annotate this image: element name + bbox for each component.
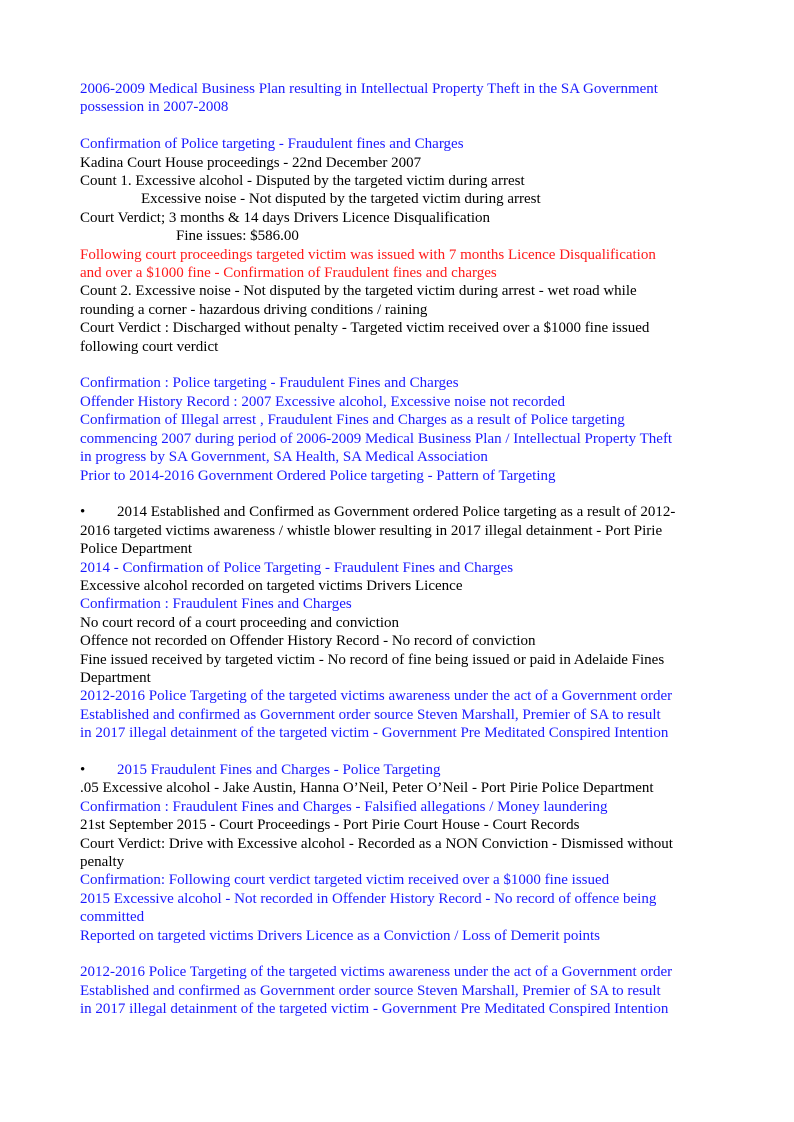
bullet-item	[80, 503, 720, 521]
text-line: in 2017 illegal detainment of the targeted victim - Government Pre Meditated Conspired Intention	[80, 1001, 669, 1018]
text-line: Fine issues: $586.00	[176, 228, 299, 245]
text-line: Court Verdict; 3 months & 14 days Drivers Licence Disqualification	[80, 209, 491, 226]
text-line: Excessive noise - Not disputed by the targeted victim during arrest	[141, 191, 541, 208]
section-kadina-2007	[80, 135, 720, 356]
text-line: Fine issued received by targeted victim - No record of fine being issued or paid in Adelaide Fines	[80, 651, 665, 668]
heading-line: possession in 2007-2008	[80, 99, 229, 116]
text-line: Kadina Court House proceedings - 22nd December 2007	[80, 154, 422, 171]
text-line: Department	[80, 669, 151, 686]
text-line: Confirmation : Police targeting - Fraudulent Fines and Charges	[80, 375, 459, 392]
text-line: Confirmation of Police targeting - Fraudulent fines and Charges	[80, 136, 464, 153]
text-line: 21st September 2015 - Court Proceedings - Port Pirie Court House - Court Records	[80, 817, 580, 834]
text-line: Offence not recorded on Offender History Record - No record of conviction	[80, 633, 536, 650]
text-line: Prior to 2014-2016 Government Ordered Police targeting - Pattern of Targeting	[80, 467, 556, 484]
section-heading	[80, 80, 720, 117]
text-line: Court Verdict: Drive with Excessive alcohol - Recorded as a NON Conviction - Dismissed without	[80, 835, 673, 852]
text-line: committed	[80, 909, 145, 926]
text-line: No court record of a court proceeding and conviction	[80, 614, 400, 631]
spacer	[80, 356, 720, 374]
text-line: Established and confirmed as Government order source Steven Marshall, Premier of SA to result	[80, 706, 661, 723]
section-2014	[80, 503, 720, 742]
text-line: Court Verdict : Discharged without penalty - Targeted victim received over a $1000 fine issued	[80, 320, 650, 337]
document-page	[80, 80, 720, 1019]
spacer	[80, 117, 720, 135]
text-line: 2012-2016 Police Targeting of the targeted victims awareness under the act of a Government order	[80, 964, 673, 981]
bullet-item	[80, 761, 720, 779]
text-line: commencing 2007 during period of 2006-2009 Medical Business Plan / Intellectual Property Theft	[80, 430, 673, 447]
bullet-text: 2014 Established and Confirmed as Government ordered Police targeting as a result of 2012-	[117, 504, 676, 521]
text-line: rounding a corner - hazardous driving conditions / raining	[80, 301, 428, 318]
bullet-icon: •	[80, 761, 86, 778]
text-line: penalty	[80, 854, 125, 870]
section-2015	[80, 761, 720, 945]
spacer	[80, 945, 720, 963]
text-line: 2014 - Confirmation of Police Targeting - Fraudulent Fines and Charges	[80, 559, 514, 576]
heading-line: 2006-2009 Medical Business Plan resulting in Intellectual Property Theft in the SA Government	[80, 81, 658, 97]
text-line: .05 Excessive alcohol - Jake Austin, Hanna O’Neil, Peter O’Neil - Port Pirie Police Department	[80, 780, 654, 797]
text-line: Reported on targeted victims Drivers Licence as a Conviction / Loss of Demerit points	[80, 927, 601, 944]
text-line: 2016 targeted victims awareness / whistle blower resulting in 2017 illegal detainment - Port Pirie	[80, 522, 663, 539]
section-closing	[80, 963, 720, 1018]
text-line: Confirmation : Fraudulent Fines and Charges	[80, 596, 352, 613]
spacer	[80, 743, 720, 761]
text-line: 2012-2016 Police Targeting of the targeted victims awareness under the act of a Government order	[80, 688, 673, 705]
bullet-text: 2015 Fraudulent Fines and Charges - Police Targeting	[117, 761, 441, 778]
bullet-icon: •	[80, 504, 86, 521]
text-line: Confirmation of Illegal arrest , Fraudulent Fines and Charges as a result of Police targeting	[80, 412, 625, 429]
text-line: Confirmation : Fraudulent Fines and Charges - Falsified allegations / Money laundering	[80, 798, 608, 815]
section-confirmation-2007	[80, 374, 720, 484]
text-line: Count 2. Excessive noise - Not disputed by the targeted victim during arrest - wet road while	[80, 283, 637, 300]
text-line: 2015 Excessive alcohol - Not recorded in Offender History Record - No record of offence being	[80, 890, 657, 907]
text-line: in 2017 illegal detainment of the targeted victim - Government Pre Meditated Conspired Intention	[80, 725, 669, 742]
text-line: and over a $1000 fine - Confirmation of Fraudulent fines and charges	[80, 265, 497, 282]
text-line: Police Department	[80, 541, 193, 558]
text-line: Count 1. Excessive alcohol - Disputed by the targeted victim during arrest	[80, 173, 525, 190]
text-line: in progress by SA Government, SA Health, SA Medical Association	[80, 449, 488, 466]
text-line: Established and confirmed as Government order source Steven Marshall, Premier of SA to result	[80, 982, 661, 999]
text-line: Excessive alcohol recorded on targeted victims Drivers Licence	[80, 577, 463, 594]
text-line: Offender History Record : 2007 Excessive alcohol, Excessive noise not recorded	[80, 393, 565, 410]
spacer	[80, 485, 720, 503]
text-line: Confirmation: Following court verdict targeted victim received over a $1000 fine issued	[80, 872, 610, 889]
text-line: Following court proceedings targeted victim was issued with 7 months Licence Disqualification	[80, 246, 656, 263]
text-line: following court verdict	[80, 338, 219, 355]
